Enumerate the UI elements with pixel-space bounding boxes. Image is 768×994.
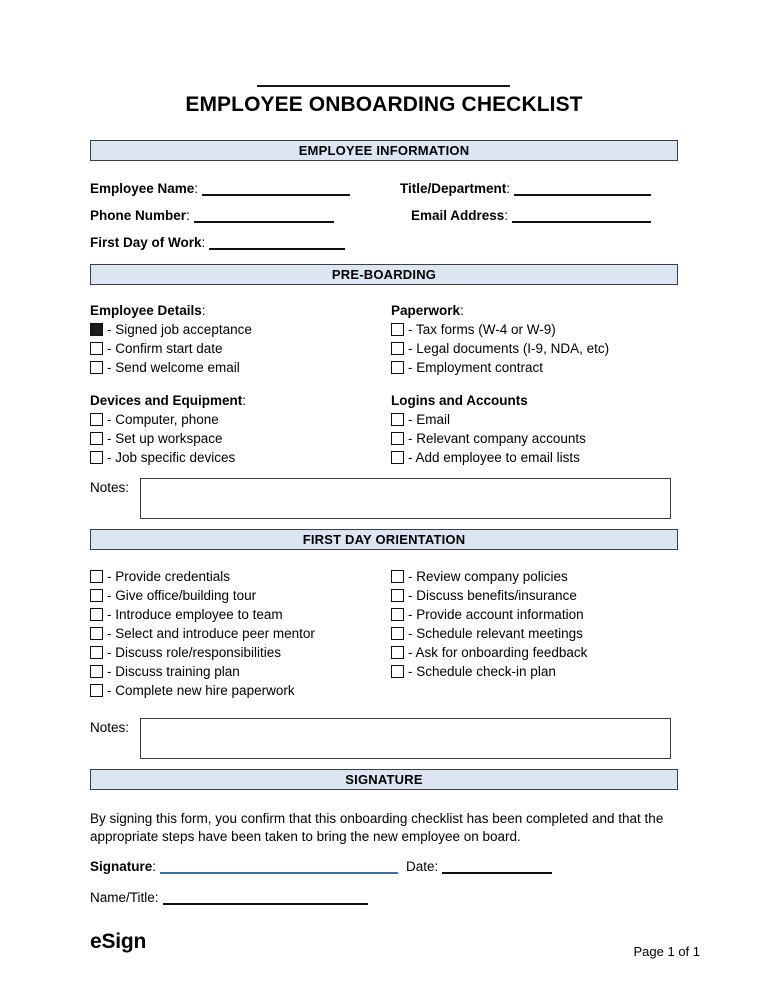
group-title-logins-and-accounts	[391, 393, 528, 408]
field-colon: :	[504, 208, 509, 223]
field-label-title-department: Title/Department	[400, 181, 507, 196]
list-item[interactable]	[90, 643, 315, 662]
field-input-first-day-of-work[interactable]	[209, 236, 345, 250]
field-label-phone-number: Phone Number	[90, 208, 187, 223]
group-title-devices-and-equipment	[90, 393, 246, 408]
page-title: EMPLOYEE ONBOARDING CHECKLIST	[185, 93, 583, 116]
checkbox-tax-forms[interactable]	[391, 323, 404, 336]
list-item-label: - Give office/building tour	[107, 588, 257, 603]
checkbox-schedule-check-in-plan[interactable]	[391, 665, 404, 678]
list-item[interactable]	[90, 624, 315, 643]
list-item-label: - Relevant company accounts	[408, 431, 586, 446]
list-item[interactable]	[391, 410, 586, 429]
checklist-employee-details	[90, 320, 252, 377]
notes-input-pre-boarding[interactable]	[140, 478, 671, 519]
checklist-first-day-right	[391, 567, 587, 681]
notes-input-first-day-orientation[interactable]	[140, 718, 671, 759]
checkbox-send-welcome-email[interactable]	[90, 361, 103, 374]
list-item-label: - Schedule check-in plan	[408, 664, 556, 679]
field-label-date: Date:	[406, 859, 439, 874]
checkbox-select-and-introduce-peer-mentor[interactable]	[90, 627, 103, 640]
field-email-address[interactable]	[411, 208, 651, 223]
list-item[interactable]	[391, 605, 587, 624]
list-item[interactable]	[90, 448, 235, 467]
field-input-email-address[interactable]	[512, 209, 651, 223]
esign-logo: eSign	[90, 930, 147, 953]
list-item[interactable]	[391, 429, 586, 448]
checklist-logins-and-accounts	[391, 410, 586, 467]
checkbox-signed-job-acceptance[interactable]	[90, 323, 103, 336]
list-item[interactable]	[90, 567, 315, 586]
field-label-employee-name: Employee Name	[90, 181, 195, 196]
list-item[interactable]	[391, 320, 609, 339]
list-item-label: - Select and introduce peer mentor	[107, 626, 315, 641]
list-item[interactable]	[391, 662, 587, 681]
group-title-text: Employee Details	[90, 303, 202, 318]
checkbox-employment-contract[interactable]	[391, 361, 404, 374]
list-item-label: - Computer, phone	[107, 412, 219, 427]
list-item-label: - Provide credentials	[107, 569, 231, 584]
group-title-colon: :	[201, 303, 206, 318]
checklist-devices-and-equipment	[90, 410, 235, 467]
checkbox-legal-documents[interactable]	[391, 342, 404, 355]
page-number: Page 1 of 1	[633, 944, 700, 959]
checkbox-email[interactable]	[391, 413, 404, 426]
list-item-label: - Complete new hire paperwork	[107, 683, 295, 698]
field-date[interactable]	[406, 859, 552, 874]
field-colon: :	[186, 208, 190, 223]
field-signature[interactable]	[90, 859, 398, 874]
list-item-label: - Email	[408, 412, 451, 427]
list-item-label: - Tax forms (W-4 or W-9)	[408, 322, 556, 337]
checklist-paperwork	[391, 320, 609, 377]
field-colon: :	[152, 859, 157, 874]
list-item-label: - Provide account information	[408, 607, 584, 622]
checkbox-ask-for-onboarding-feedback[interactable]	[391, 646, 404, 659]
field-colon: :	[201, 235, 206, 250]
checkbox-discuss-benefits-insurance[interactable]	[391, 589, 404, 602]
list-item-label: - Job specific devices	[107, 450, 236, 465]
date-input[interactable]	[442, 860, 552, 874]
list-item-label: - Discuss role/responsibilities	[107, 645, 282, 660]
list-item-label: - Review company policies	[408, 569, 568, 584]
list-item-label: - Introduce employee to team	[107, 607, 283, 622]
group-title-colon: :	[460, 303, 464, 318]
field-label-email-address: Email Address	[411, 208, 505, 223]
checkbox-provide-account-information[interactable]	[391, 608, 404, 621]
field-colon: :	[506, 181, 511, 196]
title-rule	[257, 85, 510, 87]
field-label-first-day-of-work: First Day of Work	[90, 235, 202, 250]
group-title-text: Paperwork	[391, 303, 461, 318]
list-item[interactable]	[90, 339, 252, 358]
list-item[interactable]	[90, 681, 315, 700]
field-input-phone-number[interactable]	[194, 209, 334, 223]
signature-paragraph: By signing this form, you confirm that this onboarding checklist has been completed and that the appropriate steps have been taken to bring the new employee on board.	[90, 811, 664, 844]
list-item[interactable]	[90, 320, 252, 339]
notes-label-pre-boarding: Notes:	[90, 480, 130, 495]
checkbox-relevant-company-accounts[interactable]	[391, 432, 404, 445]
checkbox-schedule-relevant-meetings[interactable]	[391, 627, 404, 640]
list-item-label: - Set up workspace	[107, 431, 223, 446]
list-item[interactable]	[391, 643, 587, 662]
list-item-label: - Add employee to email lists	[408, 450, 580, 465]
group-title-paperwork	[391, 303, 464, 318]
field-colon: :	[194, 181, 199, 196]
checkbox-confirm-start-date[interactable]	[90, 342, 103, 355]
notes-label-first-day-orientation: Notes:	[90, 720, 130, 735]
field-input-employee-name[interactable]	[202, 182, 350, 196]
signature-input[interactable]	[160, 860, 398, 874]
field-name-title[interactable]	[90, 890, 368, 905]
list-item[interactable]	[90, 662, 315, 681]
checkbox-complete-new-hire-paperwork[interactable]	[90, 684, 103, 697]
name-title-input[interactable]	[163, 891, 368, 905]
checkbox-introduce-employee-to-team[interactable]	[90, 608, 103, 621]
checkbox-set-up-workspace[interactable]	[90, 432, 103, 445]
list-item-label: - Schedule relevant meetings	[408, 626, 583, 641]
section-header-first-day-orientation: FIRST DAY ORIENTATION	[90, 529, 678, 550]
list-item[interactable]	[90, 605, 315, 624]
group-title-employee-details	[90, 303, 206, 318]
list-item[interactable]	[391, 358, 609, 377]
list-item-label: - Send welcome email	[107, 360, 240, 375]
list-item[interactable]	[391, 586, 587, 605]
checkbox-add-employee-to-email-lists[interactable]	[391, 451, 404, 464]
list-item[interactable]	[391, 448, 586, 467]
checkbox-job-specific-devices[interactable]	[90, 451, 103, 464]
list-item[interactable]	[391, 567, 587, 586]
list-item[interactable]	[90, 586, 315, 605]
list-item-label: - Ask for onboarding feedback	[408, 645, 588, 660]
field-label-name-title: Name/Title:	[90, 890, 159, 905]
list-item[interactable]	[391, 339, 609, 358]
list-item-label: - Confirm start date	[107, 341, 223, 356]
list-item[interactable]	[90, 429, 235, 448]
checkbox-computer-phone[interactable]	[90, 413, 103, 426]
checklist-first-day-left	[90, 567, 315, 700]
section-header-signature: SIGNATURE	[90, 769, 678, 790]
list-item-label: - Discuss training plan	[107, 664, 240, 679]
group-title-colon: :	[242, 393, 247, 408]
field-phone-number[interactable]	[90, 208, 334, 223]
list-item[interactable]	[90, 358, 252, 377]
field-title-department[interactable]	[400, 181, 651, 196]
list-item-label: - Legal documents (I-9, NDA, etc)	[408, 341, 610, 356]
field-input-title-department[interactable]	[514, 182, 651, 196]
checkbox-provide-credentials[interactable]	[90, 570, 103, 583]
checkbox-give-office-building-tour[interactable]	[90, 589, 103, 602]
group-title-text: Devices and Equipment	[90, 393, 243, 408]
section-header-pre-boarding: PRE-BOARDING	[90, 264, 678, 285]
field-first-day-of-work[interactable]	[90, 235, 345, 250]
list-item-label: - Discuss benefits/insurance	[408, 588, 577, 603]
field-label-signature: Signature	[90, 859, 153, 874]
list-item[interactable]	[391, 624, 587, 643]
list-item-label: - Employment contract	[408, 360, 544, 375]
group-title-text: Logins and Accounts	[391, 393, 528, 408]
checkbox-discuss-training-plan[interactable]	[90, 665, 103, 678]
checkbox-review-company-policies[interactable]	[391, 570, 404, 583]
list-item-label: - Signed job acceptance	[107, 322, 252, 337]
field-employee-name[interactable]	[90, 181, 350, 196]
checkbox-discuss-role-responsibilities[interactable]	[90, 646, 103, 659]
list-item[interactable]	[90, 410, 235, 429]
section-header-employee-information: EMPLOYEE INFORMATION	[90, 140, 678, 161]
